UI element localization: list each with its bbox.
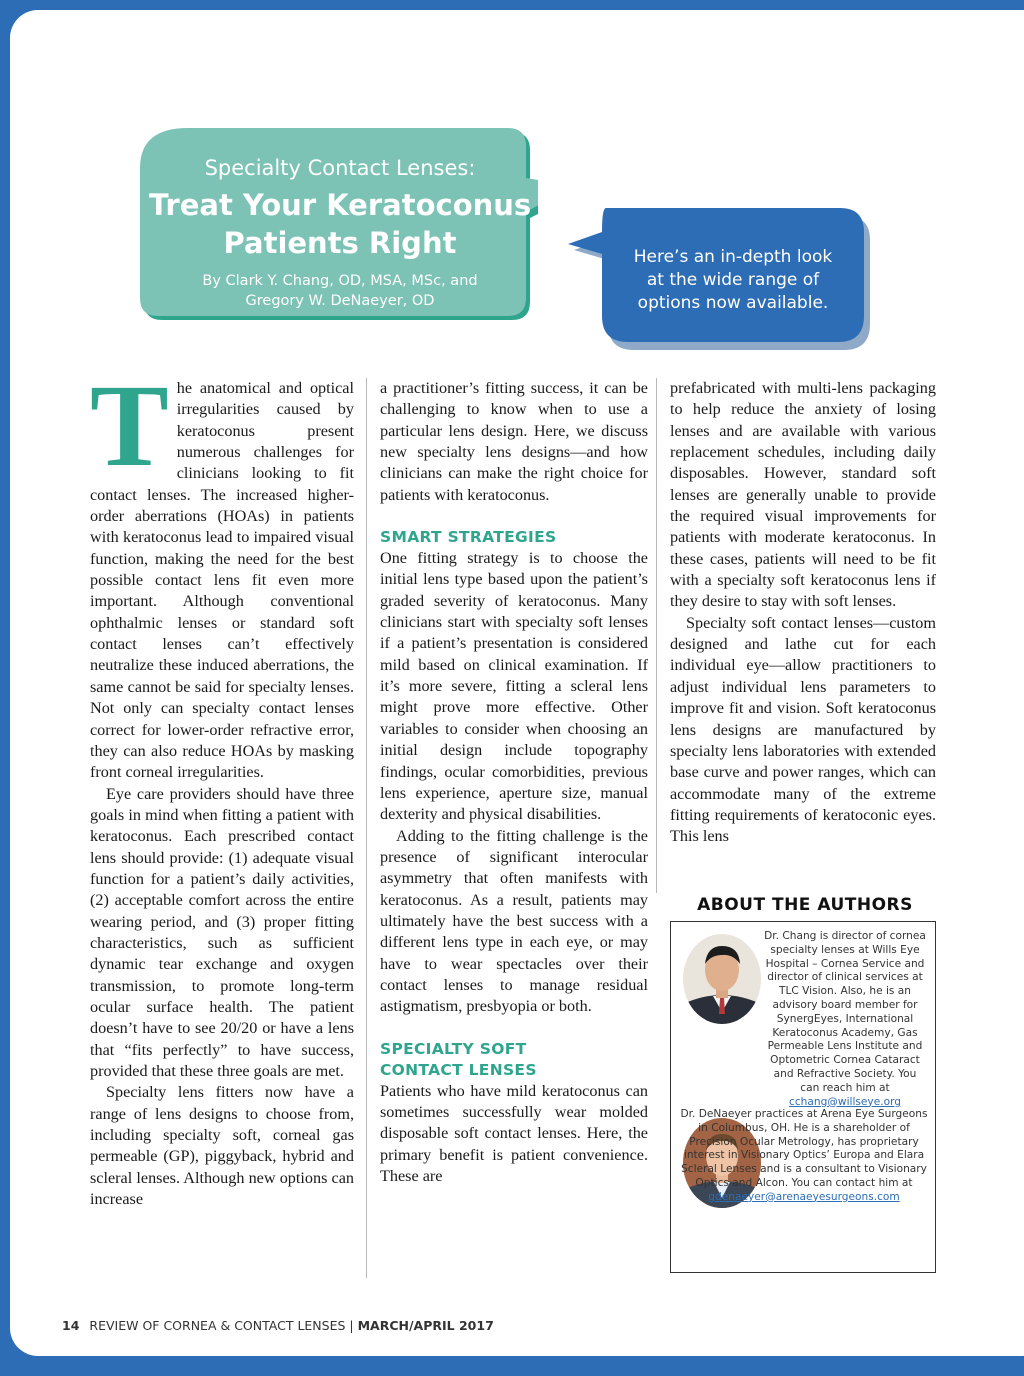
- paragraph: Adding to the fitting challenge is the presence of significant interocular asymmetry that often manifests with keratoconus. As a result, patients may ultimately have the best success with a different lens type in each eye, or may have to wear spectacles over their contact lenses to manage residual astigmatism, presbyopia or both.: [380, 826, 648, 1016]
- issue-date: MARCH/APRIL 2017: [357, 1318, 494, 1333]
- paragraph: [90, 360, 354, 784]
- publication-name: REVIEW OF CORNEA & CONTACT LENSES: [89, 1318, 346, 1333]
- page-number: 14: [62, 1318, 80, 1333]
- byline: [150, 271, 530, 311]
- section-heading-smart-strategies: SMART STRATEGIES: [380, 528, 557, 547]
- paragraph: Eye care providers should have three goals in mind when fitting a patient with keratoconus. Each prescribed contact lens should provide: (1) adequate visual function for a patient’s daily activities, (2) acceptable comfort across the entire wearing period, and (3) proper fitting characteristics, such as sufficient dynamic tear exchange and oxygen transmission, to promote long-term ocular surface health. The patient doesn’t have to see 20/20 or have a lens that “fits perfectly” to have success, provided that these three goals are met.: [90, 784, 354, 1080]
- paragraph: Patients who have mild keratoconus can sometimes successfully wear molded disposable soft contact lenses. Here, the primary benefit is patient convenience. These are: [380, 1081, 648, 1185]
- paragraph: Specialty lens fitters now have a range of lens designs to choose from, including specialty soft, corneal gas permeable (GP), piggyback, hybrid and scleral lenses. Although new options can increase: [90, 1083, 354, 1209]
- title-line-2: Patients Right: [223, 226, 457, 260]
- magazine-page: [10, 10, 1024, 1356]
- paragraph: prefabricated with multi-lens packaging to help reduce the anxiety of losing lenses and are available with various replacement schedules, including daily disposables. However, standard soft lenses are generally unable to provide the required visual improvements for patients with moderate keratoconus. In these cases, patients will need to be fit with a specialty soft keratoconus lens if they desire to stay with soft lenses.: [670, 379, 936, 611]
- title-line-1: Treat Your Keratoconus: [148, 188, 532, 222]
- author-bio-chang-top: [763, 930, 927, 1109]
- email-link-denaeyer[interactable]: gdenaeyer@arenaeyesurgeons.com: [708, 1190, 900, 1203]
- page-footer: [62, 1318, 494, 1333]
- article-title: [140, 186, 540, 262]
- paragraph: One fitting strategy is to choose the initial lens type based upon the patient’s graded severity of keratoconus. Many clinicians start with specialty soft lenses if a patient’s presentation is considered mild based on clinical examination. If it’s more severe, fitting a scleral lens might prove more effective. Other variables to consider when choosing an initial design include topography findings, ocular comorbidities, previous lens experience, aperture size, manual dexterity and physical disabilities.: [380, 549, 648, 824]
- about-authors-heading: ABOUT THE AUTHORS: [697, 895, 913, 915]
- byline-line-1: By Clark Y. Chang, OD, MSA, MSc, and: [202, 273, 478, 289]
- column-divider: [366, 378, 367, 1278]
- paragraph: a practitioner’s fitting success, it can be challenging to know when to use a particular lens design. Here, we discuss new specialty lens designs—and how clinicians can make the right choice for patients with keratoconus.: [380, 379, 648, 504]
- heading-line-1: SPECIALTY SOFT: [380, 1039, 527, 1058]
- about-authors-box: [670, 921, 936, 1273]
- deck-line-1: Here’s an in-depth look: [633, 247, 833, 267]
- author-photo-chang: [683, 934, 761, 1024]
- article-column-3: [670, 378, 936, 848]
- heading-line-2: CONTACT LENSES: [380, 1060, 537, 1079]
- article-column-2: [380, 378, 648, 1187]
- paragraph-text: he anatomical and optical irregularities caused by keratoconus present numerous challenges for clinicians looking to fit contact lenses. The increased higher-order aberrations (HOAs) in patients with keratoconus lead to impaired visual function, making the need for the best possible contact lens fit even more important. Although conventional ophthalmic lenses or standard soft contact lenses can’t effectively neutralize these induced aberrations, the same cannot be said for specialty lenses. Not only can specialty contact lenses correct for lower-order refractive error, they can also reduce HOAs by masking front corneal irregularities.: [90, 379, 354, 782]
- author-bio-denaeyer: Dr. DeNaeyer practices at Arena Eye Surgeons in Columbus, OH. He is a shareholder of Precision Ocular Metrology, has proprietary interest in Visionary Optics’ Europa and Elara Scleral Lenses and is a consultant to Visionary Optics and Alcon. You can contact him at: [680, 1108, 928, 1189]
- footer-separator: |: [349, 1318, 354, 1333]
- column-divider: [656, 378, 657, 893]
- author-bio-chang: Dr. Chang is director of cornea specialty lenses at Wills Eye Hospital – Cornea Service and director of clinical services at TLC Vision. Also, he is an advisory board member for SynergEyes, International Keratoconus Academy, Gas Permeable Lens Institute and Optometric Cornea Cataract and Refractive Society. You can reach him at: [764, 930, 926, 1094]
- article-column-1: [90, 360, 354, 1210]
- paragraph: Specialty soft contact lenses—custom designed and lathe cut for each individual eye—allow practitioners to adjust individual lens parameters to improve fit and vision. Soft keratoconus lens designs are manufactured by specialty lens laboratories with extended base curve and power ranges, which can accommodate many of the extreme fitting requirements of keratoconic eyes. This lens: [670, 613, 936, 846]
- article-kicker: Specialty Contact Lenses:: [204, 156, 476, 180]
- email-link-chang[interactable]: cchang@willseye.org: [789, 1095, 901, 1108]
- deck-line-3: options now available.: [637, 293, 829, 313]
- section-heading-specialty-soft: [380, 1039, 648, 1081]
- byline-line-2: Gregory W. DeNaeyer, OD: [245, 293, 435, 309]
- drop-cap: T: [90, 360, 169, 491]
- author-bio-denaeyer-block: [676, 1108, 932, 1205]
- deck-line-2: at the wide range of: [646, 270, 820, 290]
- article-deck: [608, 246, 858, 315]
